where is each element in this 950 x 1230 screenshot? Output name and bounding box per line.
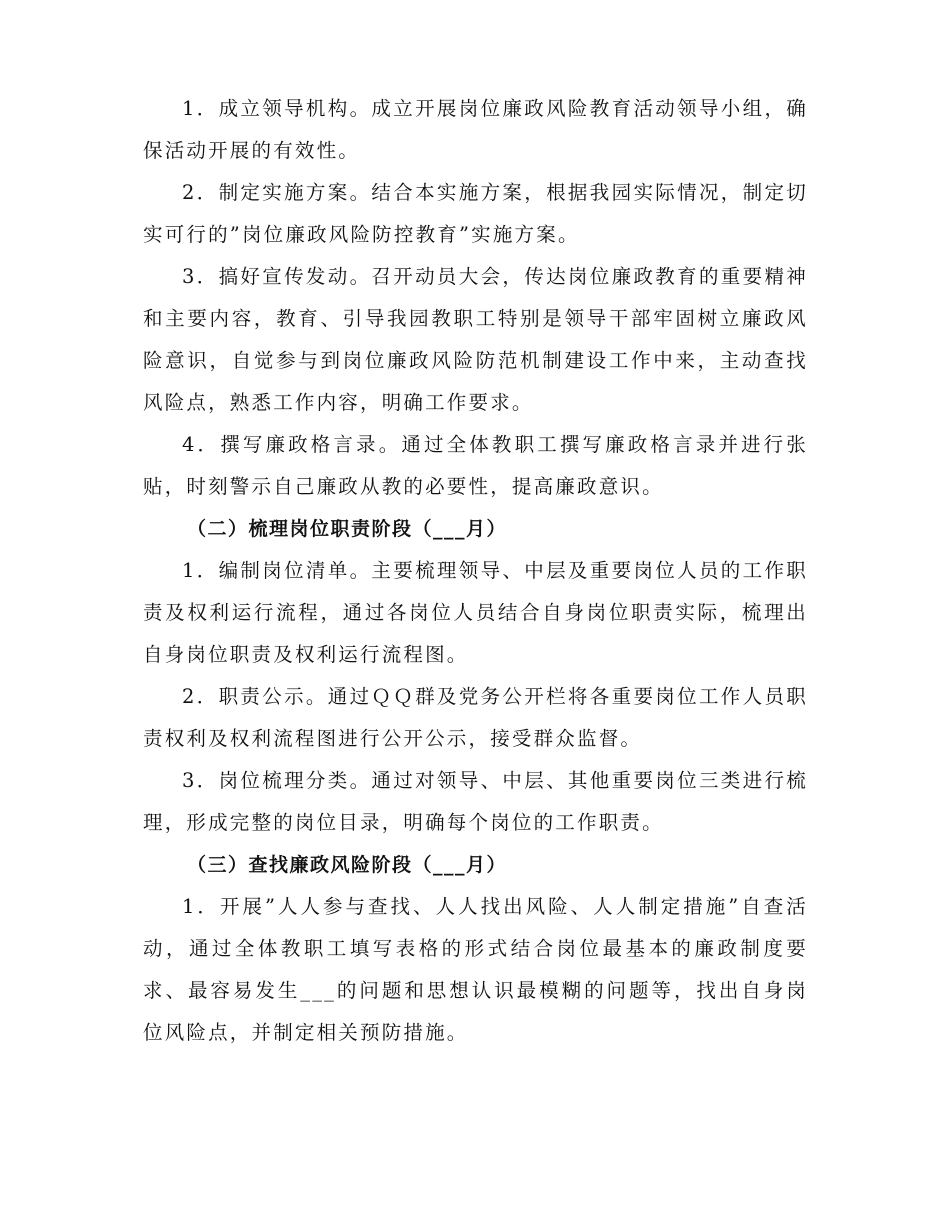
paragraph-integrity-mottos: 4．撰写廉政格言录。通过全体教职工撰写廉政格言录并进行张贴，时刻警示自己廉政从教的必要性，提高廉政意识。 [143, 433, 808, 498]
document-body [143, 88, 808, 1054]
paragraph-duty-publicity: 2．职责公示。通过ＱＱ群及党务公开栏将各重要岗位工作人员职责权利及权利流程图进行公开公示，接受群众监督。 [143, 685, 808, 750]
section-heading-risk-finding: （三）查找廉政风险阶段（___月） [187, 854, 508, 876]
paragraph-implementation-plan: 2．制定实施方案。结合本实施方案，根据我园实际情况，制定切实可行的”岗位廉政风险防控教育”实施方案。 [143, 181, 808, 246]
paragraph-publicity-mobilization: 3．搞好宣传发动。召开动员大会，传达岗位廉政教育的重要精神和主要内容，教育、引导我园教职工特别是领导干部牢固树立廉政风险意识，自觉参与到岗位廉政风险防范机制建设工作中来，主动查找风险点，熟悉工作内容，明确工作要求。 [143, 265, 808, 414]
paragraph-post-list: 1．编制岗位清单。主要梳理领导、中层及重要岗位人员的工作职责及权利运行流程，通过各岗位人员结合自身岗位职责实际，梳理出自身岗位职责及权利运行流程图。 [143, 559, 808, 666]
section-heading-job-duties: （二）梳理岗位职责阶段（___月） [187, 518, 508, 540]
paragraph-establish-leadership: 1．成立领导机构。成立开展岗位廉政风险教育活动领导小组，确保活动开展的有效性。 [143, 97, 808, 162]
paragraph-post-classification: 3．岗位梳理分类。通过对领导、中层、其他重要岗位三类进行梳理，形成完整的岗位目录，明确每个岗位的工作职责。 [143, 769, 808, 834]
paragraph-self-inspection: 1．开展”人人参与查找、人人找出风险、人人制定措施”自查活动，通过全体教职工填写表格的形式结合岗位最基本的廉政制度要求、最容易发生___的问题和思想认识最模糊的问题等，找出自身岗位风险点，并制定相关预防措施。 [143, 895, 808, 1044]
